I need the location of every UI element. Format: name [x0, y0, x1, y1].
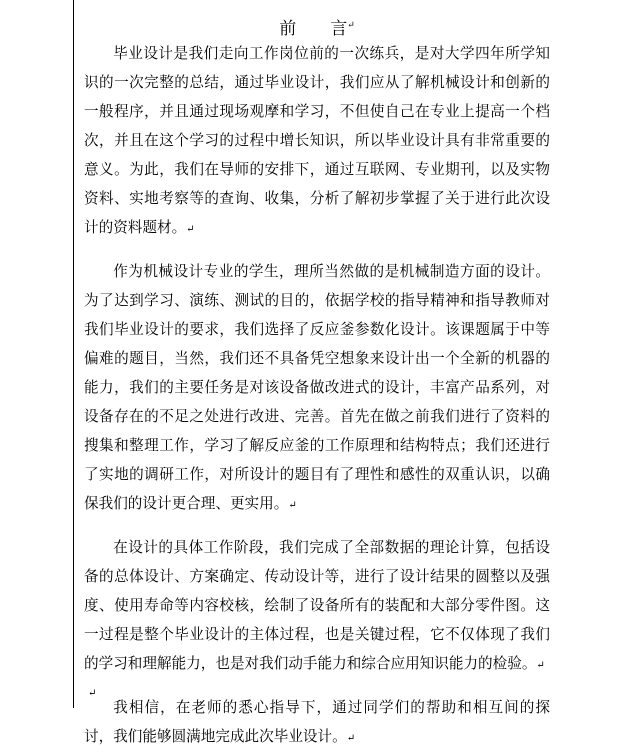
paragraph-mark-3: ↵ — [536, 660, 545, 671]
title-paragraph-mark: ↵ — [347, 20, 355, 31]
page-margin-rule — [73, 0, 74, 708]
paragraph-2-text: 作为机械设计专业的学生，理所当然做的是机械制造方面的设计。为了达到学习、演练、测试的目的，依据学校的指导精神和指导教师对我们毕业设计的要求，我们选择了反应釜参数化设计。该课题属于中等偏难的题目，当然，我们还不具备凭空想象来设计出一个全新的机器的能力，我们的主要任务是对该设备做改进式的设计，丰富产品系列，对设备存在的不足之处进行改进、完善。首先在做之前我们进行了资料的搜集和整理工作，学习了解反应釜的工作原理和结构特点；我们还进行了实地的调研工作，对所设计的题目有了理性和感性的双重认识，以确保我们的设计更合理、更实用。 — [84, 263, 550, 512]
paragraph-mark-2: ↵ — [288, 500, 297, 511]
paragraph-1 — [84, 39, 550, 244]
page-title-text: 前 言 — [279, 19, 348, 39]
paragraph-mark-1: ↵ — [186, 224, 195, 235]
paragraph-3 — [84, 533, 550, 680]
document-body — [84, 0, 550, 753]
paragraph-3-text: 在设计的具体工作阶段，我们完成了全部数据的理论计算，包括设备的总体设计、方案确定、传动设计等，进行了设计结果的圆整以及强度、使用寿命等内容校核，绘制了设备所有的装配和大部分零件图。这一过程是整个毕业设计的主体过程，也是关键过程，它不仅体现了我们的学习和理解能力，也是对我们动手能力和综合应用知识能力的检验。 — [84, 539, 550, 672]
paragraph-4 — [84, 693, 550, 753]
paragraph-1-text: 毕业设计是我们走向工作岗位前的一次练兵，是对大学四年所学知识的一次完整的总结，通过毕业设计，我们应从了解机械设计和创新的一般程序，并且通过现场观摩和学习，不但使自己在专业上提高一个档次，并且在这个学习的过程中增长知识，所以毕业设计具有非常重要的意义。为此，我们在导师的安排下，通过互联网、专业期刊，以及实物资料、实地考察等的查询、收集，分析了解初步掌握了关于进行此次设计的资料题材。 — [84, 45, 550, 236]
trailing-paragraph-mark: ↵ — [88, 688, 97, 699]
paragraph-mark-4: ↵ — [346, 733, 356, 744]
page-title — [84, 14, 550, 39]
paragraph-2 — [84, 257, 550, 520]
paragraph-4-text: 我相信，在老师的悉心指导下，通过同学们的帮助和相互间的探讨，我们能够圆满地完成此次毕业设计。 — [84, 699, 550, 745]
